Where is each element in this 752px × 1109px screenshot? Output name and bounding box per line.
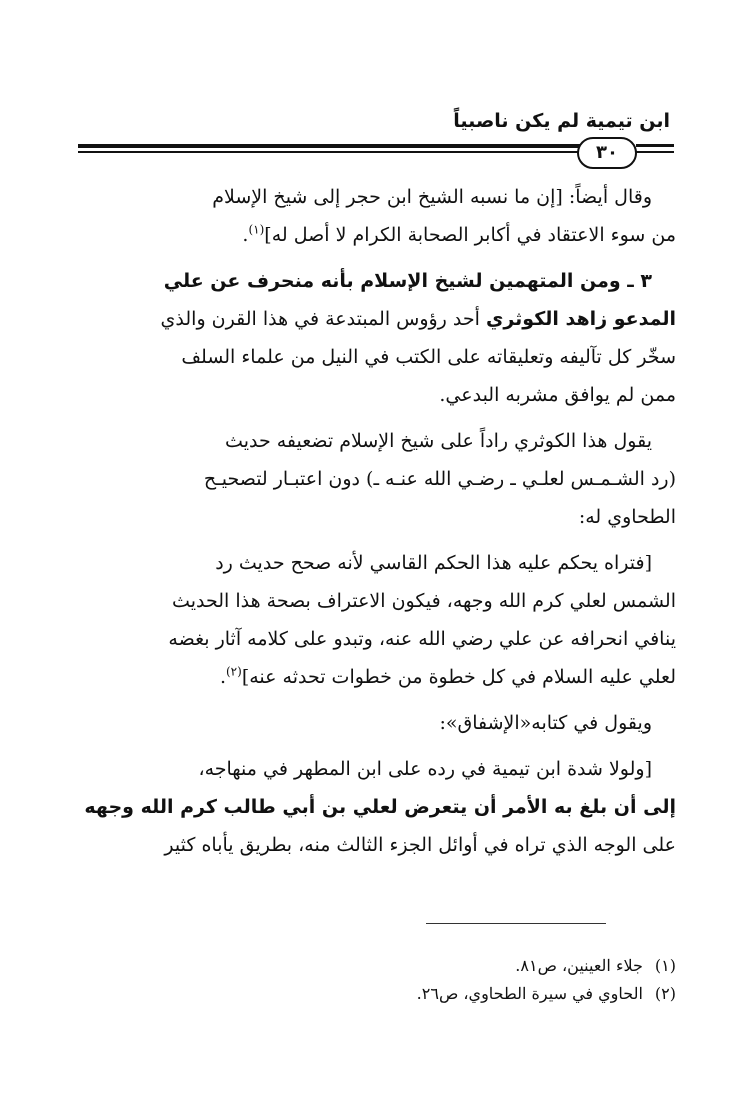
header-rule-stub xyxy=(636,144,674,147)
header-rule-stub xyxy=(636,151,674,153)
footnote xyxy=(417,952,676,980)
text-line: [فتراه يحكم عليه هذا الحكم القاسي لأنه صحح حديث رد xyxy=(215,552,652,574)
text-line: الطحاوي له: xyxy=(578,506,676,528)
text-run: من سوء الاعتقاد في أكابر الصحابة الكرام لا أصل له] xyxy=(264,224,676,246)
paragraph xyxy=(80,544,676,696)
footnote-ref: (٢) xyxy=(225,664,242,679)
running-title: ابن تيمية لم يكن ناصبياً xyxy=(453,110,670,132)
text-line: ويقول في كتابه«الإشفاق»: xyxy=(439,712,652,734)
paragraph xyxy=(80,178,676,254)
paragraph xyxy=(80,704,676,742)
text-run: أحد رؤوس المبتدعة في هذا القرن والذي xyxy=(160,308,486,330)
text-run: لعلي عليه السلام في كل خطوة من خطوات تحدثه عنه] xyxy=(241,666,676,688)
text-line: على الوجه الذي تراه في أوائل الجزء الثالث منه، بطريق يأباه كثير xyxy=(164,834,676,856)
text-line: ممن لم يوافق مشربه البدعي. xyxy=(439,384,676,406)
footnote-number: (١) xyxy=(654,956,676,975)
footnote-separator xyxy=(426,923,606,924)
paragraph xyxy=(80,750,676,864)
header-rule-thick xyxy=(78,144,620,148)
text-line-bold: إلى أن بلغ به الأمر أن يتعرض لعلي بن أبي طالب كرم الله وجهه xyxy=(84,796,676,818)
text-line: يقول هذا الكوثري راداً على شيخ الإسلام تضعيفه حديث xyxy=(225,430,652,452)
footnote-ref: (١) xyxy=(248,222,265,237)
text-line xyxy=(80,658,676,696)
text-line xyxy=(80,216,676,254)
text-line: ينافي انحرافه عن علي رضي الله عنه، وتبدو على كلامه آثار بغضه xyxy=(168,628,676,650)
text-run: . xyxy=(219,666,226,688)
text-run-bold: المدعو زاهد الكوثري xyxy=(485,308,676,330)
text-line: سخّر كل تآليفه وتعليقاته على الكتب في النيل من علماء السلف xyxy=(181,346,676,368)
text-line: [ولولا شدة ابن تيمية في رده على ابن المطهر في منهاجه، xyxy=(198,758,652,780)
main-text xyxy=(80,178,676,872)
text-line-bold: ٣ ـ ومن المتهمين لشيخ الإسلام بأنه منحرف عن علي xyxy=(163,270,652,292)
footnotes xyxy=(417,952,676,1008)
paragraph xyxy=(80,262,676,414)
paragraph xyxy=(80,422,676,536)
page-number: ٣٠ xyxy=(577,137,637,169)
header-rule-thin xyxy=(78,151,620,153)
footnote-number: (٢) xyxy=(654,984,676,1003)
footnote-text: جلاء العينين، ص٨١. xyxy=(515,956,643,975)
text-line: (رد الشـمـس لعلـي ـ رضـي الله عنـه ـ) دون اعتبـار لتصحيـح xyxy=(203,468,676,490)
footnote xyxy=(417,980,676,1008)
text-line: وقال أيضاً: [إن ما نسبه الشيخ ابن حجر إلى شيخ الإسلام xyxy=(212,186,652,208)
text-line: الشمس لعلي كرم الله وجهه، فيكون الاعتراف بصحة هذا الحديث xyxy=(172,590,676,612)
text-line xyxy=(80,300,676,338)
text-run: . xyxy=(242,224,249,246)
footnote-text: الحاوي في سيرة الطحاوي، ص٢٦. xyxy=(416,984,643,1003)
